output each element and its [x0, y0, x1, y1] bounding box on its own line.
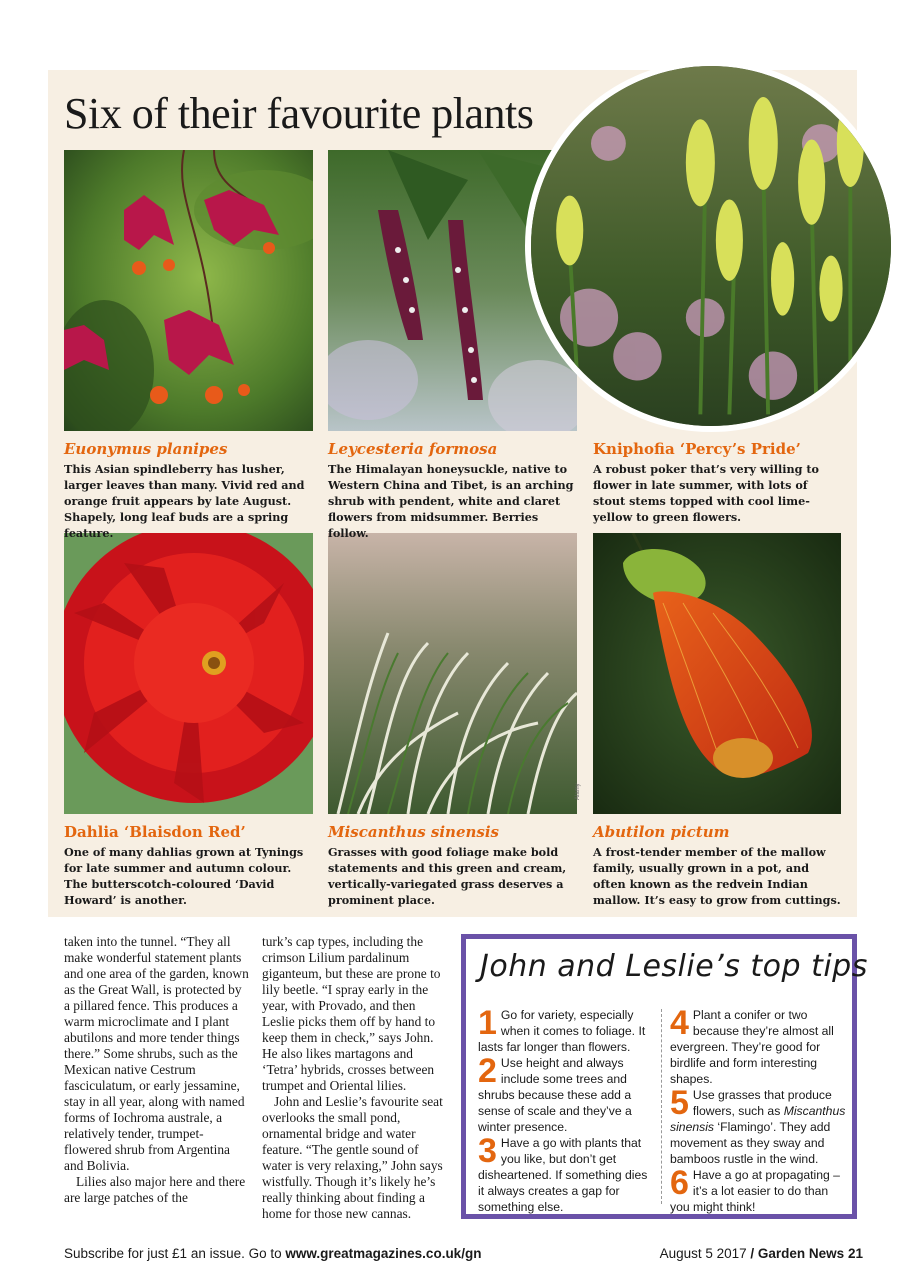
article-paragraph: taken into the tunnel. “They all make wonderful statement plants and one area of the garden, known as the Great Wall, is protected by a pillared fence. This produces a warm microclimate and I plant abutilons and more tender things there.” Some shrubs, such as the Mexican native Cestrum fasciculatum, or early jessamine, stay in all year, along with named forms of Iochroma australe, a relatively tender, trumpet-flowered shrub from Argentina and Bolivia.: [64, 934, 249, 1173]
article-paragraph: John and Leslie’s favourite seat overlooks the small pond, ornamental bridge and water feature. “The gentle sound of water is very relaxing,” John says wistfully. Though it’s likely he’s really thinking about finding a home for those new cannas.: [262, 1094, 443, 1221]
tip-text-after: ‘Flamingo’. They add movement as they sway and bamboos rustle in the wind.: [670, 1120, 831, 1166]
caption-kniphofia: [593, 440, 843, 525]
tips-title: John and Leslie’s top tips: [480, 949, 868, 984]
photo-kniphofia: [525, 60, 897, 432]
photo-euonymus: [64, 150, 313, 431]
article-column-1: [64, 934, 249, 1206]
article-paragraph: turk’s cap types, including the crimson Lilium pardalinum giganteum, but these are prone to lily beetle. “I spray early in the year, with Provado, and then Leslie picks them off by hand to keep them in check,” says John. He also likes martagons and ‘Tetra’ hybrids, crosses between trumpet and Oriental lilies.: [262, 934, 441, 1093]
page-number: 21: [847, 1246, 863, 1261]
photo-abutilon: [593, 533, 841, 814]
tip-4: [670, 1004, 846, 1087]
plant-name: Dahlia ‘Blaisdon Red’: [64, 823, 246, 841]
top-tips-box: [461, 934, 868, 1219]
plant-name: Kniphofia ‘Percy’s Pride’: [593, 440, 801, 458]
photo-dahlia: [64, 533, 313, 814]
tips-divider: [661, 1009, 662, 1204]
tip-2: [478, 1052, 648, 1135]
caption-dahlia: [64, 823, 314, 908]
tip-number: 1: [478, 1004, 497, 1042]
magazine-name: / Garden News: [750, 1246, 845, 1261]
plant-description: A frost-tender member of the mallow family, usually grown in a pot, and often known as the redvein Indian mallow. It’s easy to grow from cuttings.: [593, 845, 841, 907]
tip-1: [478, 1004, 648, 1055]
tip-text: Plant a conifer or two because they’re almost all evergreen. They’re good for birdlife and form interesting shapes.: [670, 1008, 834, 1086]
subscribe-text: Subscribe for just £1 an issue. Go to: [64, 1246, 282, 1261]
plant-description: The Himalayan honeysuckle, native to Western China and Tibet, is an arching shrub with pendent, white and claret flowers from midsummer. Berries follow.: [328, 462, 574, 540]
tip-3: [478, 1132, 648, 1215]
tip-number: 3: [478, 1132, 497, 1170]
subscribe-link[interactable]: www.greatmagazines.co.uk/gn: [285, 1246, 482, 1261]
footer-folio: [660, 1246, 863, 1261]
article-paragraph: Lilies also major here and there are large patches of the: [64, 1174, 246, 1205]
page-title: Six of their favourite plants: [64, 89, 534, 138]
plant-name: Leycesteria formosa: [328, 440, 498, 458]
caption-miscanthus: [328, 823, 578, 908]
plant-description: A robust poker that’s very willing to flower in late summer, with lots of stout stems topped with cool lime-yellow to green flowers.: [593, 462, 820, 524]
tip-text: Have a go with plants that you like, but don’t get disheartened. If something dies it always creates a gap for something else.: [478, 1136, 648, 1214]
plant-name: Miscanthus sinensis: [328, 823, 499, 841]
plant-description: Grasses with good foliage make bold statements and this green and cream, vertically-variegated grass deserves a prominent place.: [328, 845, 567, 907]
caption-leycesteria: [328, 440, 578, 541]
caption-euonymus: [64, 440, 314, 541]
issue-date: August 5 2017: [659, 1246, 747, 1261]
article-column-2: [262, 934, 447, 1222]
plant-description: One of many dahlias grown at Tynings for late summer and autumn colour. The butterscotch-coloured ‘David Howard’ is another.: [64, 845, 304, 907]
tip-text: Go for variety, especially when it comes to foliage. It lasts far longer than flowers.: [478, 1008, 646, 1054]
plant-description: This Asian spindleberry has lusher, larger leaves than many. Vivid red and orange fruit appears by late August. Shapely, long leaf buds are a spring feature.: [64, 462, 305, 540]
tip-5: [670, 1084, 846, 1167]
caption-abutilon: [593, 823, 843, 908]
plant-name: Abutilon pictum: [593, 823, 730, 841]
tip-6: [670, 1164, 846, 1215]
tip-text: Use height and always include some trees and shrubs because these add a sense of scale and they’ve a winter presence.: [478, 1056, 632, 1134]
tip-number: 4: [670, 1004, 689, 1042]
plant-name: Euonymus planipes: [64, 440, 228, 458]
photo-credit: Alamy: [575, 783, 581, 800]
tip-text-before: Use grasses that produce flowers, such as: [692, 1088, 832, 1118]
tip-text: Have a go at propagating – it’s a lot easier to do than you might think!: [670, 1168, 840, 1214]
tip-number: 6: [670, 1164, 689, 1202]
tip-text-italic: Miscanthus sinensis: [670, 1104, 846, 1134]
photo-miscanthus: [328, 533, 577, 814]
tip-number: 5: [670, 1084, 689, 1122]
tip-number: 2: [478, 1052, 497, 1090]
footer-subscribe: [64, 1246, 481, 1261]
